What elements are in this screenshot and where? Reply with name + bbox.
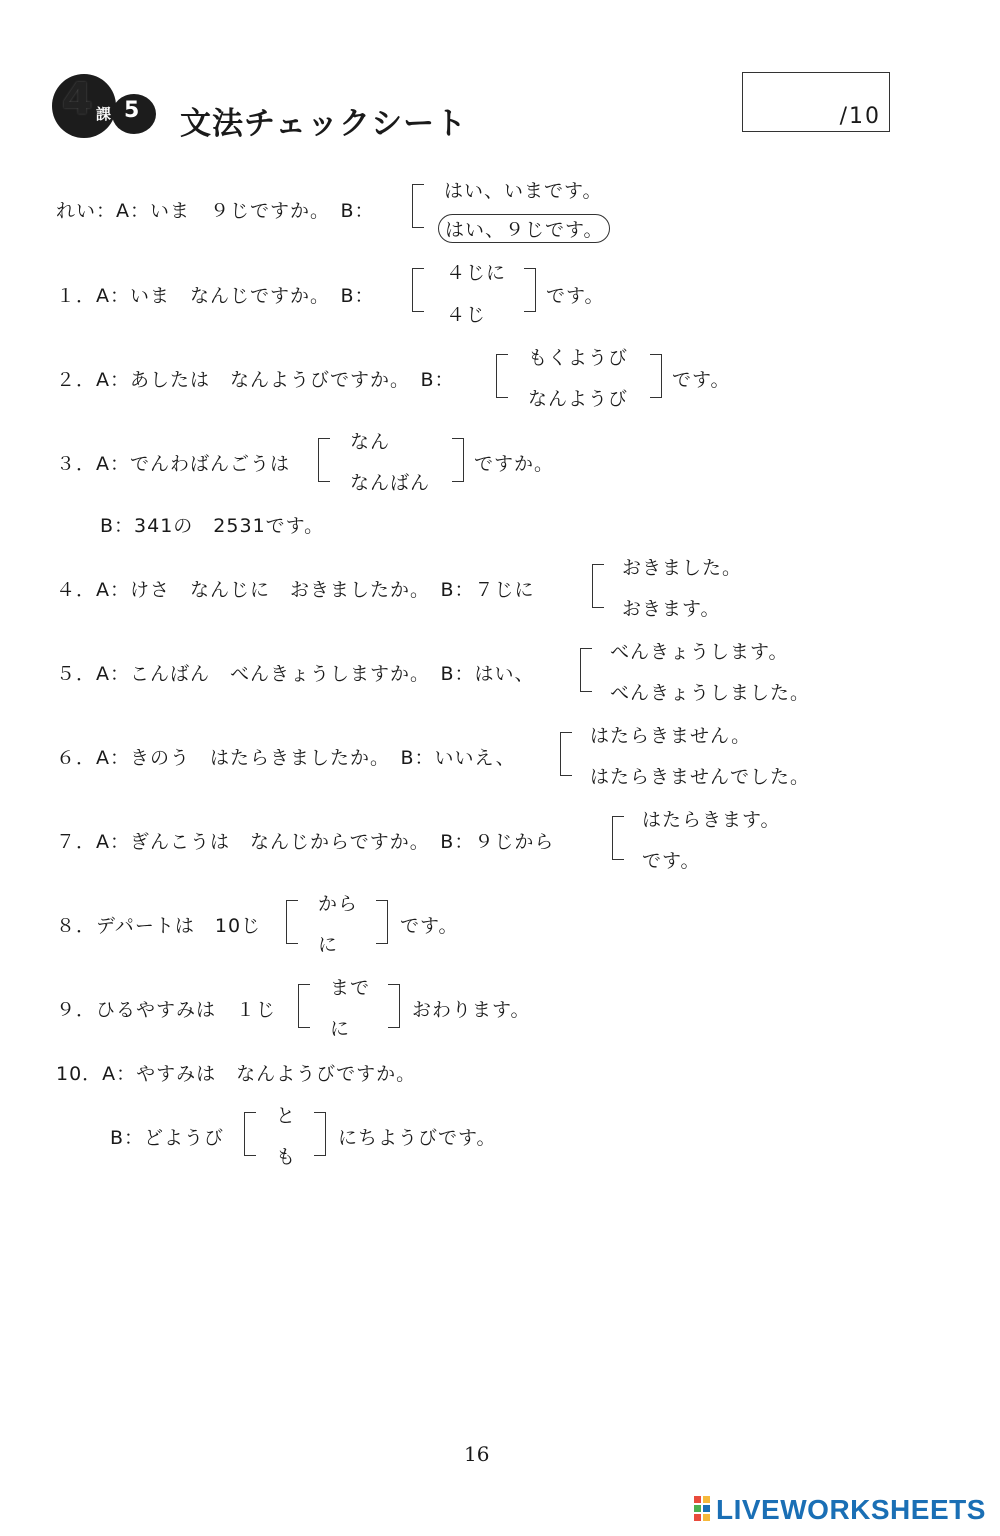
- logo-square-icon: [703, 1514, 710, 1521]
- q8-after: です。: [400, 915, 459, 937]
- lesson-number: 4: [62, 74, 93, 125]
- q9-after: おわります。: [412, 999, 531, 1021]
- lesson-sub-number: 5: [124, 98, 140, 123]
- logo-text: LIVEWORKSHEETS: [716, 1494, 986, 1525]
- q5-option-2[interactable]: べんきょうしました。: [610, 682, 811, 704]
- q5-question: ５．A：こんばん べんきょうしますか。 B：はい、: [56, 663, 535, 685]
- q6-option-1[interactable]: はたらきません。: [590, 725, 752, 747]
- q1-option-1[interactable]: ４じに: [446, 262, 507, 284]
- logo-square-icon: [694, 1505, 701, 1512]
- q6-bracket: [560, 732, 572, 776]
- logo-square-icon: [703, 1496, 710, 1503]
- logo-square-icon: [703, 1505, 710, 1512]
- q2-bracket-left: [496, 354, 508, 398]
- q3-bracket-right: [452, 438, 464, 482]
- q10-after: にちようびです。: [338, 1127, 497, 1149]
- q7-option-1[interactable]: はたらきます。: [642, 809, 781, 831]
- q8-bracket-right: [376, 900, 388, 944]
- logo-square-icon: [694, 1514, 701, 1521]
- q3-answer-line: B：341の 2531です。: [100, 515, 325, 537]
- q10-bracket-right: [314, 1112, 326, 1156]
- score-text: /10: [839, 104, 881, 129]
- q2-option-1[interactable]: もくようび: [528, 347, 629, 369]
- q7-bracket: [612, 816, 624, 860]
- q10-answer-prefix: B：どようび: [110, 1127, 225, 1149]
- q4-option-2[interactable]: おきます。: [622, 598, 721, 620]
- q3-option-2[interactable]: なんばん: [350, 472, 431, 494]
- q1-bracket-right: [524, 268, 536, 312]
- q1-question: １．A：いま なんじですか。 B：: [56, 285, 375, 307]
- q8-bracket-left: [286, 900, 298, 944]
- q10-option-1[interactable]: と: [276, 1105, 297, 1127]
- q6-question: ６．A：きのう はたらきましたか。 B：いいえ、: [56, 747, 516, 769]
- q2-option-2[interactable]: なんようび: [528, 388, 629, 410]
- q2-after: です。: [672, 369, 731, 391]
- q10-question: 10．A：やすみは なんようびですか。: [56, 1063, 417, 1085]
- q2-question: ２．A：あしたは なんようびですか。 B：: [56, 369, 455, 391]
- q1-option-2[interactable]: ４じ: [446, 304, 487, 326]
- q9-bracket-left: [298, 984, 310, 1028]
- q4-bracket: [592, 564, 604, 608]
- page-number: 16: [464, 1442, 490, 1466]
- q7-option-2[interactable]: です。: [642, 850, 701, 872]
- example-option-1[interactable]: はい、いまです。: [444, 180, 603, 202]
- q8-question: ８．デパートは 10じ: [56, 915, 262, 937]
- q6-option-2[interactable]: はたらきませんでした。: [590, 766, 811, 788]
- q10-option-2[interactable]: も: [276, 1146, 297, 1168]
- q1-bracket-left: [412, 268, 424, 312]
- q9-bracket-right: [388, 984, 400, 1028]
- q3-question: ３．A：でんわばんごうは: [56, 453, 290, 475]
- q9-option-2[interactable]: に: [330, 1018, 351, 1040]
- q4-option-1[interactable]: おきました。: [622, 557, 743, 579]
- lesson-kanji: 課: [96, 105, 112, 123]
- q3-after: ですか。: [474, 453, 555, 475]
- q9-option-1[interactable]: まで: [330, 977, 371, 999]
- q9-question: ９．ひるやすみは １じ: [56, 999, 277, 1021]
- q3-bracket-left: [318, 438, 330, 482]
- q5-bracket: [580, 648, 592, 692]
- q8-option-2[interactable]: に: [318, 934, 339, 956]
- example-question: れい：A：いま ９じですか。 B：: [56, 200, 375, 222]
- q7-question: ７．A：ぎんこうは なんじからですか。 B：９じから: [56, 831, 555, 853]
- score-box: [742, 72, 890, 132]
- logo-square-icon: [694, 1496, 701, 1503]
- q4-question: ４．A：けさ なんじに おきましたか。 B：７じに: [56, 579, 535, 601]
- q5-option-1[interactable]: べんきょうします。: [610, 641, 789, 663]
- q2-bracket-right: [650, 354, 662, 398]
- q3-option-1[interactable]: なん: [350, 431, 391, 453]
- example-option-2-selected[interactable]: はい、９じです。: [438, 214, 610, 243]
- example-bracket: [412, 184, 424, 228]
- q10-bracket-left: [244, 1112, 256, 1156]
- q1-after: です。: [546, 285, 605, 307]
- page-title: 文法チェックシート: [180, 106, 468, 142]
- q8-option-1[interactable]: から: [318, 893, 359, 915]
